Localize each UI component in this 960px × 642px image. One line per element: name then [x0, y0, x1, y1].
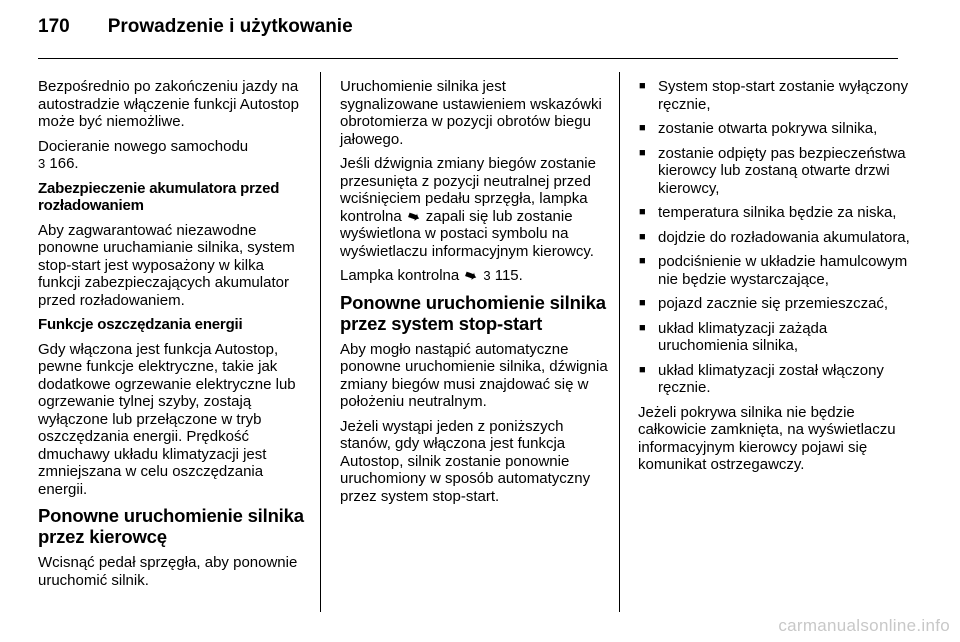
paragraph: Aby zagwarantować niezawodne ponowne uruchamianie silnika, system stop-start jest wyposażony w kilka funkcji zabezpieczających akumulator przed rozładowaniem. — [38, 221, 295, 309]
paragraph-reference: Docieranie nowego samochodu 3 166. — [38, 137, 249, 172]
paragraph: Jeśli dźwignia zmiany biegów zostanie przesunięta z pozycji neutralnej przed wciśnięciem pedału sprzęgła, lampka kontrolna ➠ zapali się lub zostanie wyświetlona w postaci symbolu na wyświetlaczu informacyjnym kierowcy. — [340, 155, 596, 260]
section-heading: Ponowne uruchomienie silnika przez system stop-start — [340, 291, 606, 334]
list-item: ■ System stop-start zostanie wyłączony ręcznie, — [638, 78, 912, 113]
page-title: Prowadzenie i użytkowanie — [107, 16, 353, 37]
page-number: 170 — [38, 16, 70, 37]
reference-arrow-icon: 3 — [483, 268, 491, 283]
paragraph: Bezpośrednio po zakończeniu jazdy na autostradzie włączenie funkcji Autostop może być niemożliwe. — [38, 78, 299, 130]
section-heading: Ponowne uruchomienie silnika przez kierowcę — [38, 505, 304, 547]
watermark: carmanualsonline.info — [778, 616, 950, 635]
page-header — [38, 16, 353, 50]
reference-arrow-icon: 3 — [38, 156, 46, 171]
paragraph: Aby mogło nastąpić automatyczne ponowne uruchomienie silnika, dźwignia zmiany biegów musi znajdować się w położeniu neutralnym. — [340, 340, 608, 410]
shift-telltale-icon: ➠ — [405, 206, 423, 226]
column-2 — [340, 78, 608, 512]
paragraph: Jeżeli wystąpi jeden z poniższych stanów, gdy włączona jest funkcja Autostop, silnik zostanie ponownie uruchomiony w sposób automatyczny przez system stop-start. — [340, 417, 591, 505]
paragraph-reference: Lampka kontrolna ➠ 3 115. — [340, 265, 523, 285]
subheading: Zabezpieczenie akumulatora przed rozładowaniem — [38, 179, 280, 214]
list-item: ■ pojazd zacznie się przemieszczać, — [638, 295, 912, 313]
list-item: ■ układ klimatyzacji zażąda uruchomienia silnika, — [638, 320, 912, 355]
paragraph: Uruchomienie silnika jest sygnalizowane ustawieniem wskazówki obrotomierza w pozycji obrotów biegu jałowego. — [340, 78, 602, 148]
column-3 — [638, 78, 912, 481]
header-rule — [38, 58, 898, 59]
page-reference-link[interactable]: 166. — [49, 155, 79, 172]
paragraph: Jeżeli pokrywa silnika nie będzie całkowicie zamknięta, na wyświetlaczu informacyjnym kierowcy pojawi się komunikat ostrzegawczy. — [638, 403, 896, 473]
restart-conditions-list — [638, 78, 912, 397]
shift-telltale-icon: ➠ — [463, 265, 480, 285]
page-reference-link[interactable]: 115. — [494, 267, 523, 284]
list-item: ■ układ klimatyzacji został włączony ręcznie. — [638, 362, 912, 397]
paragraph: Gdy włączona jest funkcja Autostop, pewne funkcje elektryczne, takie jak dodatkowe ogrzewanie elektryczne lub ogrzewanie tylnej szyby, zostają wyłączone lub przełączone w tryb oszczędzania energii. Prędkość dmuchawy układu klimatyzacji jest zmniejszana w celu oszczędzania energii. — [38, 340, 296, 498]
list-item: ■ zostanie odpięty pas bezpieczeństwa kierowcy lub zostaną otwarte drzwi kierowcy, — [638, 145, 912, 198]
list-item: ■ zostanie otwarta pokrywa silnika, — [638, 120, 912, 138]
list-item: ■ temperatura silnika będzie za niska, — [638, 204, 912, 222]
paragraph: Wcisnąć pedał sprzęgła, aby ponownie uruchomić silnik. — [38, 554, 298, 589]
list-item: ■ dojdzie do rozładowania akumulatora, — [638, 229, 912, 247]
list-item: ■ podciśnienie w układzie hamulcowym nie będzie wystarczające, — [638, 253, 912, 288]
column-1 — [38, 78, 304, 596]
column-divider-1 — [320, 72, 321, 612]
column-divider-2 — [619, 72, 620, 612]
subheading: Funkcje oszczędzania energii — [38, 316, 243, 333]
